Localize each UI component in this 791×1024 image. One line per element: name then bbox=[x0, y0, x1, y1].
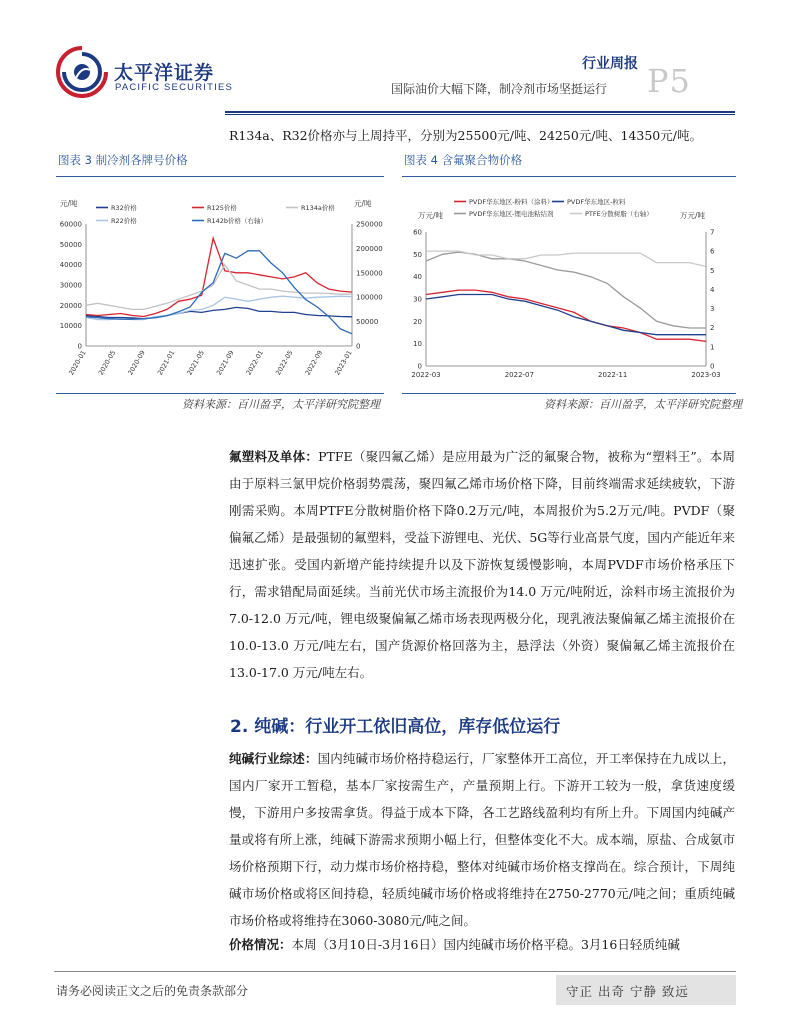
right-tick-label: 50000 bbox=[356, 318, 379, 327]
left-tick-label: 60000 bbox=[59, 220, 82, 229]
right-tick-label: 0 bbox=[710, 362, 715, 371]
left-tick-label: 50 bbox=[413, 250, 422, 259]
fluoropolymer-price-chart bbox=[402, 180, 736, 388]
series-line bbox=[86, 307, 352, 318]
x-tick-label: 2022-09 bbox=[303, 349, 325, 377]
soda-ash-overview-paragraph bbox=[229, 745, 735, 934]
x-tick-label: 2022-11 bbox=[598, 371, 628, 379]
x-tick-label: 2022-03 bbox=[411, 371, 441, 379]
left-tick-label: 30 bbox=[413, 295, 422, 304]
legend-label: R22价格 bbox=[111, 217, 137, 225]
figure-4-title: 图表 4 含氟聚合物价格 bbox=[404, 153, 523, 167]
right-tick-label: 7 bbox=[710, 228, 715, 237]
pacific-securities-logo-icon bbox=[54, 44, 110, 100]
fluoroplastics-lead: 氟塑料及单体： bbox=[229, 449, 319, 464]
left-tick-label: 40 bbox=[413, 273, 422, 282]
right-tick-label: 0 bbox=[356, 342, 361, 351]
fluoroplastics-paragraph bbox=[229, 443, 735, 686]
price-situation-paragraph bbox=[229, 931, 735, 958]
right-tick-label: 150000 bbox=[356, 269, 383, 278]
right-tick-label: 3 bbox=[710, 305, 715, 314]
left-tick-label: 60 bbox=[413, 228, 422, 237]
price-situation-lead: 价格情况： bbox=[229, 937, 292, 952]
header-divider bbox=[225, 111, 735, 113]
figure-3-title: 图表 3 制冷剂各牌号价格 bbox=[58, 153, 188, 167]
x-tick-label: 2021-09 bbox=[214, 349, 236, 377]
refrigerant-price-chart bbox=[56, 180, 386, 388]
series-line bbox=[86, 265, 352, 310]
right-axis-unit: 万元/吨 bbox=[680, 211, 706, 220]
x-tick-label: 2020-09 bbox=[126, 349, 147, 377]
legend-label: R125价格 bbox=[207, 204, 237, 212]
x-tick-label: 2021-05 bbox=[185, 349, 206, 377]
report-title: 国际油价大幅下降，制冷剂市场坚挺运行 bbox=[391, 82, 608, 96]
right-tick-label: 250000 bbox=[356, 220, 383, 229]
right-tick-label: 200000 bbox=[356, 244, 383, 253]
fluoroplastics-body: PTFE（聚四氟乙烯）是应用最为广泛的氟聚合物，被称为“塑料王”。本周由于原料三氯甲烷价格弱势震荡，聚四氟乙烯市场价格下降，目前终端需求延续疲软，下游刚需采购。本周PTFE分散树脂价格下降0.2万元/吨，本周报价为5.2万元/吨。PVDF（聚偏氟乙烯）是最强韧的氟塑料，受益下游锂电、光伏、5G等行业高景气度，国内产能近年来迅速扩张。受国内新增产能持续提升以及下游恢复缓慢影响，本周PVDF市场价格承压下行，需求错配局面延续。当前光伏市场主流报价为14.0 万元/吨附近，涂料市场主流报价为 7.0-12.0 万元/吨，锂电级聚偏氟乙烯市场表现两极分化，现乳液法聚偏氟乙烯主流报价在 10.0-13.0 万元/吨左右，国产货源价格回落为主，悬浮法（外资）聚偏氟乙烯主流报价在 13.0-17.0 万元/吨左右。 bbox=[229, 449, 735, 680]
series-line bbox=[86, 238, 352, 316]
left-tick-label: 20 bbox=[413, 317, 422, 326]
left-tick-label: 0 bbox=[77, 342, 82, 351]
right-tick-label: 100000 bbox=[356, 293, 383, 302]
legend-label: PTFE分散树脂（右轴） bbox=[585, 210, 653, 218]
right-tick-label: 5 bbox=[710, 266, 715, 275]
x-tick-label: 2022-01 bbox=[244, 349, 266, 377]
legend-label: R142b价格（右轴） bbox=[207, 217, 268, 225]
right-tick-label: 2 bbox=[710, 324, 715, 333]
logo-chinese-name: 太平洋证券 bbox=[114, 62, 215, 84]
legend-label: PVDF华东地区-锂电池粘结剂 bbox=[469, 210, 554, 218]
left-tick-label: 0 bbox=[417, 362, 422, 371]
x-tick-label: 2023-03 bbox=[691, 371, 721, 379]
x-tick-label: 2022-07 bbox=[504, 371, 534, 379]
left-tick-label: 10 bbox=[413, 340, 422, 349]
footer-motto: 守正 出奇 宁静 致远 bbox=[556, 975, 736, 1005]
left-tick-label: 20000 bbox=[59, 301, 82, 310]
header-divider-thin bbox=[225, 114, 735, 115]
x-tick-label: 2023-01 bbox=[333, 349, 354, 377]
logo-english-name: PACIFIC SECURITIES bbox=[115, 82, 234, 93]
series-line bbox=[86, 251, 352, 334]
left-axis-unit: 万元/吨 bbox=[418, 211, 444, 220]
legend-label: PVDF华东地区-粉料（涂料） bbox=[469, 198, 554, 206]
left-tick-label: 10000 bbox=[59, 322, 82, 331]
series-line bbox=[426, 295, 706, 335]
figure-3-top-rule bbox=[56, 176, 384, 177]
report-type: 行业周报 bbox=[582, 56, 638, 72]
footer-divider bbox=[54, 971, 736, 972]
price-situation-body: 本周（3月10日-3月16日）国内纯碱市场价格平稳。3月16日轻质纯碱 bbox=[291, 937, 680, 952]
left-tick-label: 40000 bbox=[59, 261, 82, 270]
series-line bbox=[426, 251, 706, 266]
x-tick-label: 2020-05 bbox=[96, 349, 118, 377]
intro-line: R134a、R32价格亦与上周持平，分别为25500元/吨、24250元/吨、14350元/吨。 bbox=[229, 128, 702, 143]
section-2-title: 2. 纯碱：行业开工依旧高位，库存低位运行 bbox=[230, 717, 561, 737]
x-tick-label: 2020-01 bbox=[67, 349, 88, 377]
left-axis-unit: 元/吨 bbox=[60, 199, 78, 208]
right-axis-unit: 元/吨 bbox=[354, 199, 372, 208]
figure-4-top-rule bbox=[402, 176, 736, 177]
figure-4-source: 资料来源：百川盈孚，太平洋研究院整理 bbox=[544, 398, 742, 411]
soda-ash-lead: 纯碱行业综述： bbox=[229, 751, 318, 766]
footer-disclaimer: 请务必阅读正文之后的免责条款部分 bbox=[56, 984, 249, 998]
page-number: P5 bbox=[647, 62, 691, 100]
x-tick-label: 2021-01 bbox=[155, 349, 177, 377]
legend-label: PVDF华东地区-粒料 bbox=[567, 198, 626, 206]
left-tick-label: 50000 bbox=[59, 240, 82, 249]
soda-ash-body: 国内纯碱市场价格持稳运行，厂家整体开工高位，开工率保持在九成以上，国内厂家开工暂稳，基本厂家按需生产，产量预期上行。下游开工较为一般，拿货速度缓慢，下游用户多按需拿货。得益于成本下降，各工艺路线盈利均有所上升。下周国内纯碱产量或将有所上涨，纯碱下游需求预期小幅上行，但整体变化不大。成本端，原盐、合成氨市场价格预期下行，动力煤市场价格持稳，整体对纯碱市场价格支撑尚在。综合预计，下周纯碱市场价格或将区间持稳，轻质纯碱市场价格或将维持在2750-2770元/吨之间；重质纯碱市场价格或将维持在3060-3080元/吨之间。 bbox=[229, 751, 735, 928]
page-header bbox=[0, 0, 791, 124]
right-tick-label: 6 bbox=[710, 247, 715, 256]
right-tick-label: 4 bbox=[710, 285, 715, 294]
figure-3-bottom-rule bbox=[56, 393, 384, 394]
figure-3-source: 资料来源：百川盈孚，太平洋研究院整理 bbox=[182, 398, 380, 411]
legend-label: R134a价格 bbox=[301, 204, 335, 212]
x-tick-label: 2022-05 bbox=[274, 349, 295, 377]
left-tick-label: 30000 bbox=[59, 281, 82, 290]
figure-4-bottom-rule bbox=[402, 393, 736, 394]
right-tick-label: 1 bbox=[710, 343, 715, 352]
legend-label: R32价格 bbox=[111, 204, 137, 212]
series-line bbox=[426, 290, 706, 341]
